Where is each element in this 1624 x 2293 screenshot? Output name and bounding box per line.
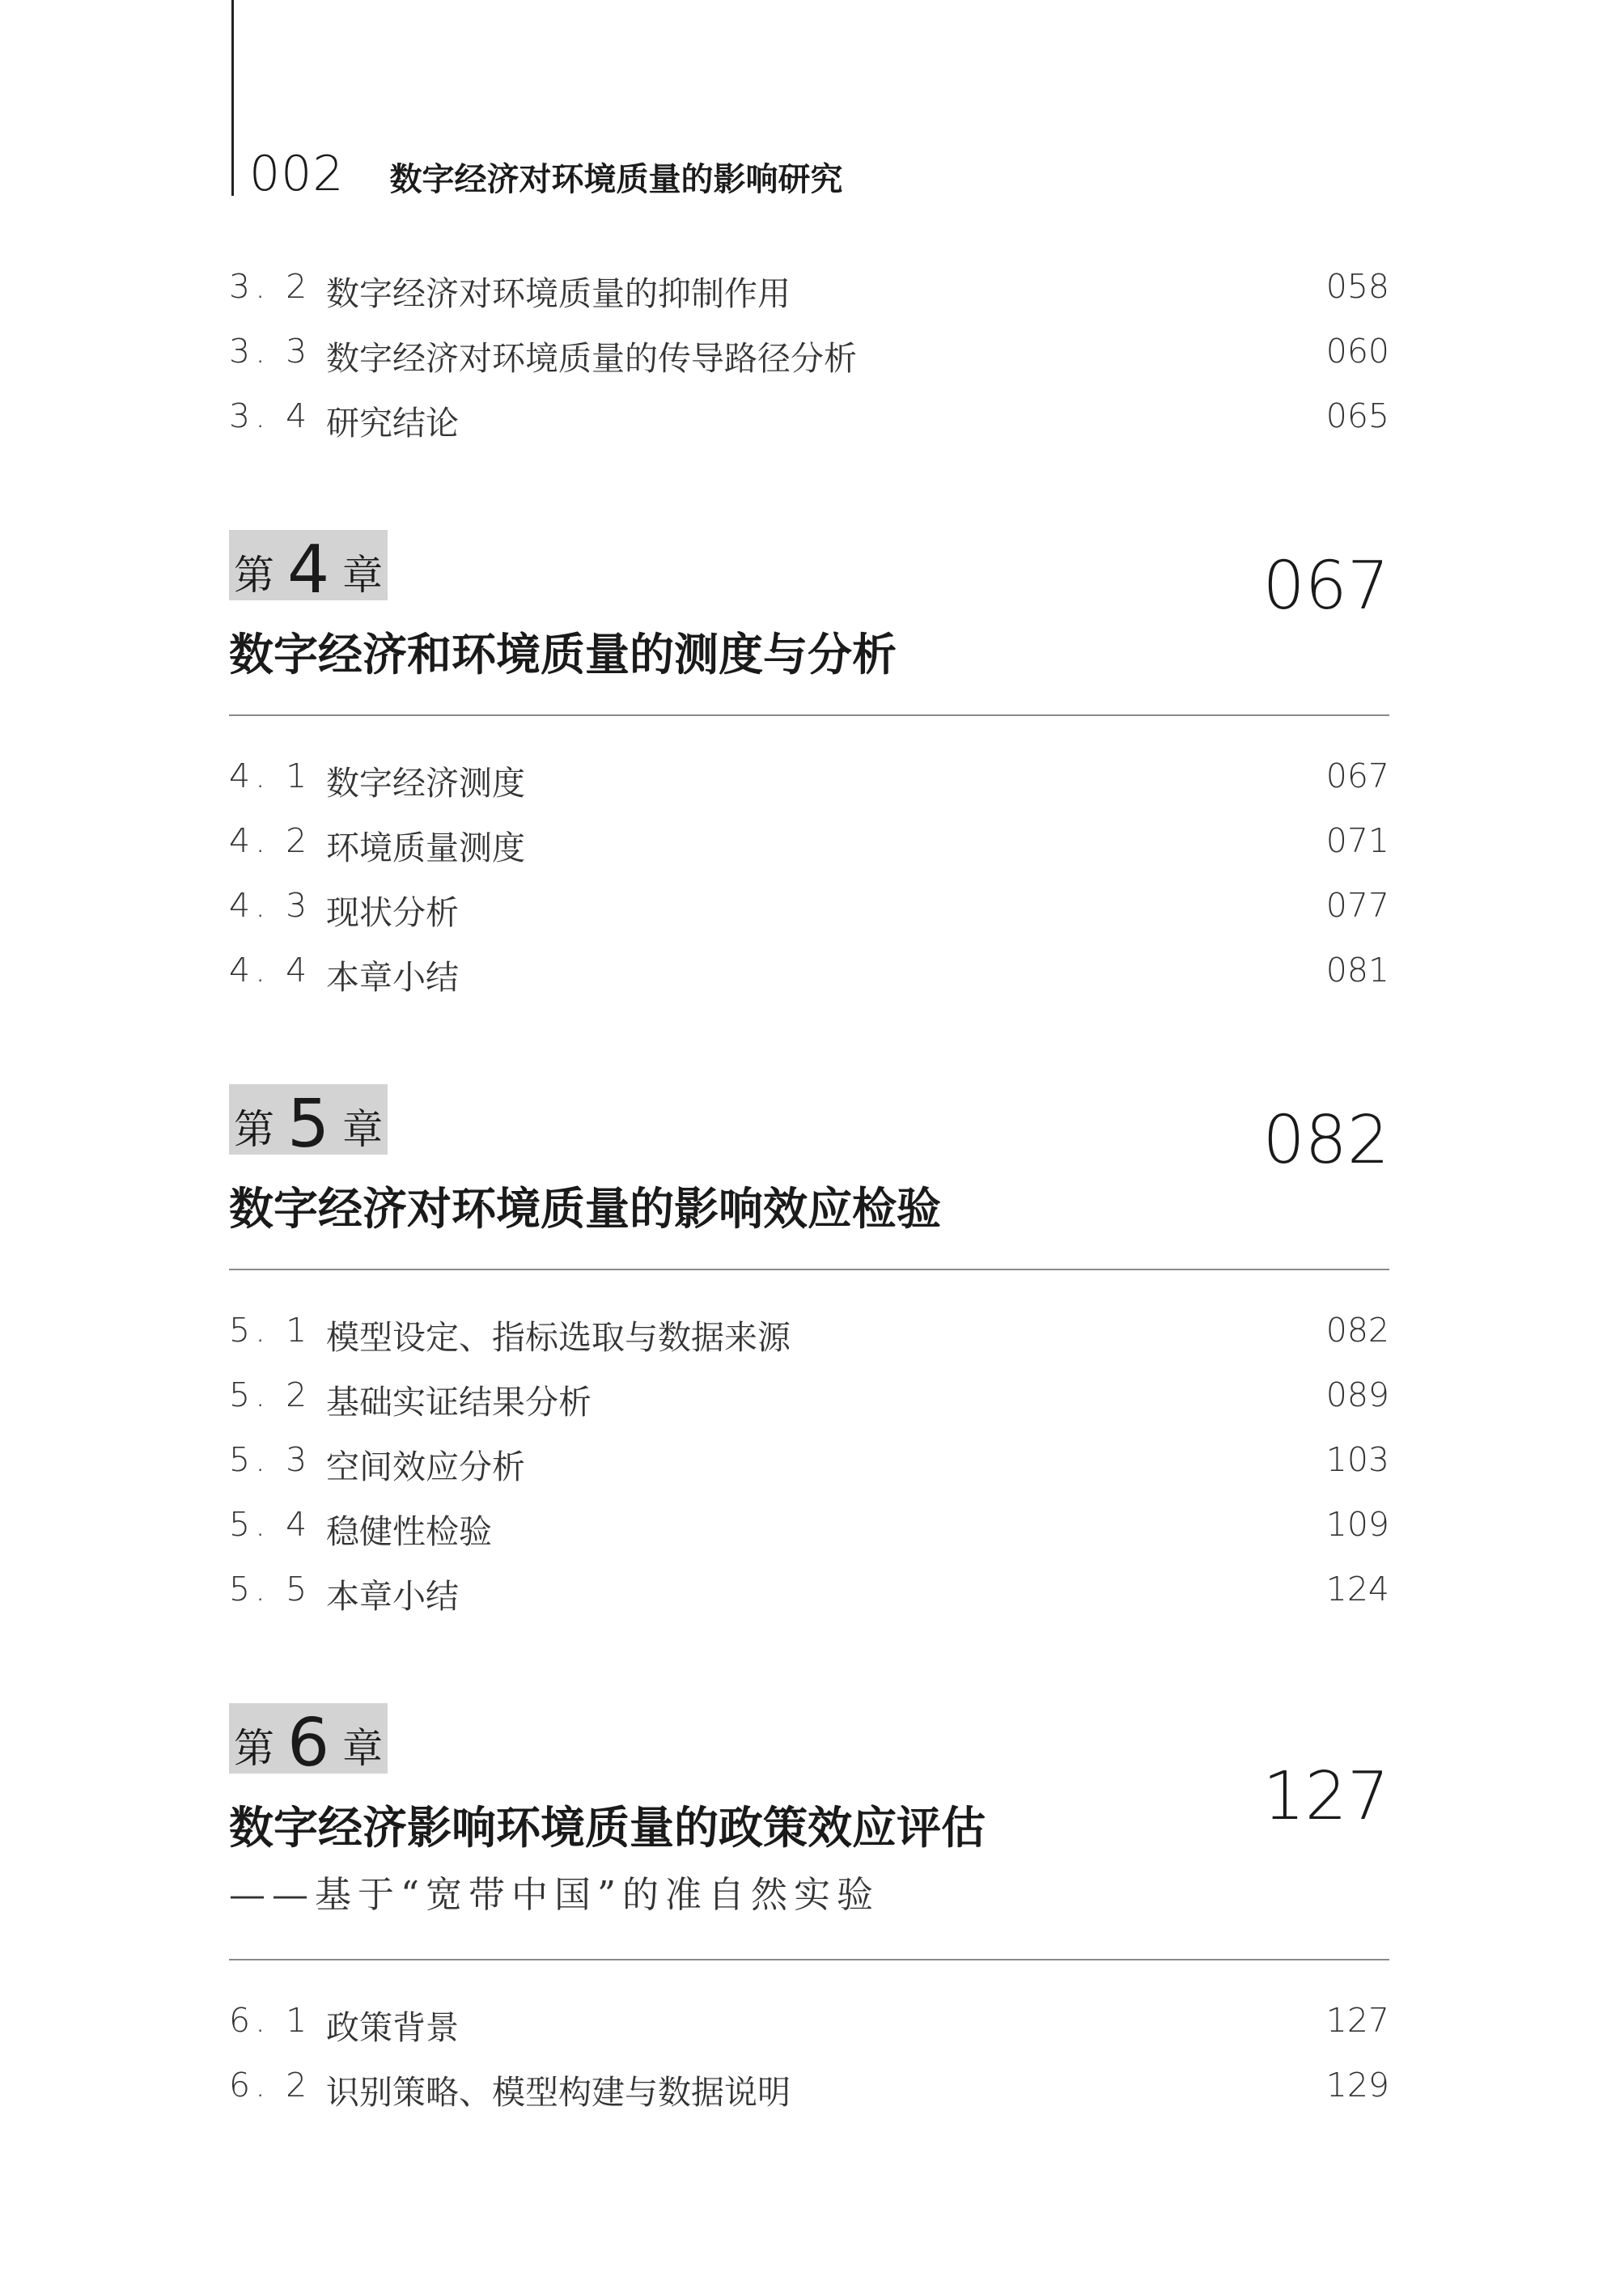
chapter-heading[interactable]: [229, 530, 1389, 692]
chapter-title: 数字经济和环境质量的测度与分析: [229, 629, 897, 680]
section-page: 058: [1325, 267, 1389, 306]
chapter-label: 第 6 章: [229, 1703, 388, 1774]
toc-entry[interactable]: [229, 267, 1389, 316]
section-page: 060: [1325, 332, 1389, 371]
chapter-label: 第 4 章: [229, 530, 388, 600]
section-page: 071: [1325, 821, 1389, 860]
section-page: 077: [1325, 886, 1389, 925]
section-number: 3. 2: [229, 267, 312, 306]
toc-entry[interactable]: [229, 396, 1389, 445]
section-number: 5. 5: [229, 1570, 312, 1608]
chapter-page: 127: [1262, 1758, 1389, 1835]
toc-entry[interactable]: [229, 2066, 1389, 2114]
toc-entry[interactable]: [229, 1440, 1389, 1489]
chapter-title: 数字经济对环境质量的影响效应检验: [229, 1183, 942, 1235]
chapter-number: 4: [287, 532, 330, 608]
chapter-number: 6: [287, 1705, 330, 1782]
section-page: 082: [1325, 1311, 1389, 1350]
toc-entry[interactable]: [229, 886, 1389, 935]
section-number: 5. 4: [229, 1505, 312, 1544]
running-head: [249, 146, 843, 202]
chapter-page: 067: [1262, 548, 1389, 625]
toc-entry[interactable]: [229, 332, 1389, 380]
section-title: 稳健性检验: [326, 1512, 492, 1551]
section-page: 103: [1325, 1440, 1389, 1479]
section-number: 4. 2: [229, 821, 312, 860]
section-page: 129: [1325, 2066, 1389, 2104]
chapter-heading[interactable]: [229, 1703, 1389, 1930]
chapter-divider: [229, 714, 1389, 716]
section-number: 5. 1: [229, 1311, 312, 1350]
chapter-title: 数字经济影响环境质量的政策效应评估: [229, 1802, 986, 1854]
section-page: 065: [1325, 396, 1389, 435]
section-title: 本章小结: [326, 1577, 459, 1616]
chapter-heading[interactable]: [229, 1084, 1389, 1246]
section-title: 基础实证结果分析: [326, 1383, 592, 1422]
section-page: 124: [1325, 1570, 1389, 1608]
chapter-label: 第 5 章: [229, 1084, 388, 1155]
chapter-divider: [229, 1959, 1389, 1960]
section-number: 6. 2: [229, 2066, 312, 2104]
toc-entry[interactable]: [229, 951, 1389, 999]
section-title: 本章小结: [326, 958, 459, 997]
section-page: 109: [1325, 1505, 1389, 1544]
chapter-divider: [229, 1269, 1389, 1270]
section-number: 4. 3: [229, 886, 312, 925]
section-title: 现状分析: [326, 893, 459, 932]
section-title: 研究结论: [326, 404, 459, 443]
margin-rule: [231, 0, 234, 196]
section-title: 环境质量测度: [326, 829, 525, 867]
section-number: 4. 4: [229, 951, 312, 990]
section-page: 067: [1325, 757, 1389, 795]
section-title: 识别策略、模型构建与数据说明: [326, 2073, 791, 2112]
toc-entry[interactable]: [229, 821, 1389, 870]
toc-entry[interactable]: [229, 757, 1389, 805]
chapter-subtitle: ——基于“宽带中国”的准自然实验: [229, 1873, 880, 1916]
section-title: 数字经济对环境质量的抑制作用: [326, 274, 791, 313]
section-number: 3. 3: [229, 332, 312, 371]
chapter-number: 5: [287, 1086, 330, 1163]
toc-entry[interactable]: [229, 2001, 1389, 2049]
section-title: 数字经济对环境质量的传导路径分析: [326, 339, 857, 378]
toc-entry[interactable]: [229, 1311, 1389, 1359]
section-page: 089: [1325, 1375, 1389, 1414]
section-number: 4. 1: [229, 757, 312, 795]
section-number: 5. 2: [229, 1375, 312, 1414]
section-page: 081: [1325, 951, 1389, 990]
toc-entry[interactable]: [229, 1505, 1389, 1553]
section-title: 模型设定、指标选取与数据来源: [326, 1318, 791, 1357]
section-title: 数字经济测度: [326, 764, 525, 803]
section-title: 空间效应分析: [326, 1447, 525, 1486]
chapter-page: 082: [1262, 1102, 1389, 1179]
page-number: 002: [249, 146, 345, 202]
toc-entry[interactable]: [229, 1375, 1389, 1424]
section-title: 政策背景: [326, 2008, 459, 2047]
section-page: 127: [1325, 2001, 1389, 2040]
section-number: 6. 1: [229, 2001, 312, 2040]
section-number: 5. 3: [229, 1440, 312, 1479]
toc-entry[interactable]: [229, 1570, 1389, 1618]
book-title: 数字经济对环境质量的影响研究: [389, 161, 843, 198]
section-number: 3. 4: [229, 396, 312, 435]
